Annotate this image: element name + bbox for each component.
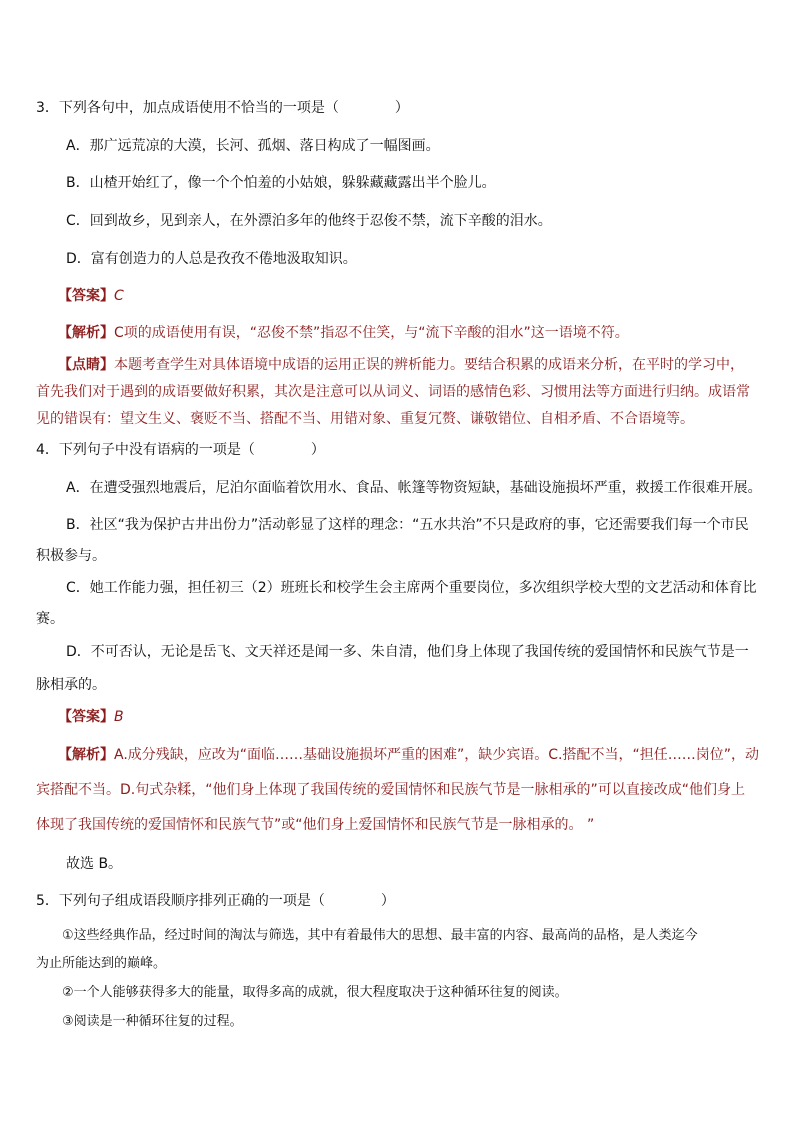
q4-analysis-text-1: A.成分残缺，应改为“面临……基础设施损坏严重的困难”，缺少宾语。C.搭配不当，“担任……岗位”，动 — [114, 747, 760, 763]
q4-option-a: A．在遭受强烈地震后，尼泊尔面临着饮用水、食品、帐篷等物资短缺，基础设施损坏严重，救援工作很难开展。 — [66, 480, 762, 496]
q4-option-c-line-1: C．她工作能力强，担任初三（2）班班长和校学生会主席两个重要岗位，多次组织学校大型的文艺活动和体育比 — [66, 580, 757, 596]
q3-comment-line-2: 首先我们对于遇到的成语要做好积累，其次是注意可以从词义、词语的感情色彩、习惯用法等方面进行归纳。成语常 — [36, 384, 750, 400]
q3-answer-value: C — [114, 288, 124, 304]
q3-stem: 3．下列各句中，加点成语使用不恰当的一项是（ ） — [36, 100, 409, 116]
q3-comment-line-1 — [58, 355, 744, 375]
q3-comment-text-1: 本题考查学生对具体语境中成语的运用正误的辨析能力。要结合积累的成语来分析，在平时的学习中， — [114, 357, 744, 373]
q4-answer-label: 【答案】 — [58, 709, 114, 725]
q3-option-b: B．山楂开始红了，像一个个怕羞的小姑娘，躲躲藏藏露出半个脸儿。 — [66, 175, 496, 191]
q4-option-c-line-2: 赛。 — [36, 611, 64, 627]
q3-option-a: A．那广远荒凉的大漠，长河、孤烟、落日构成了一幅图画。 — [66, 138, 440, 154]
q3-answer — [58, 286, 124, 306]
q4-option-d-line-2: 脉相承的。 — [36, 677, 106, 693]
q3-option-c: C．回到故乡，见到亲人，在外漂泊多年的他终于忍俊不禁，流下辛酸的泪水。 — [66, 213, 552, 229]
q3-answer-label: 【答案】 — [58, 288, 114, 304]
q4-answer-value: B — [114, 709, 124, 725]
q4-analysis-label: 【解析】 — [58, 747, 114, 763]
q5-stem: 5．下列句子组成语段顺序排列正确的一项是（ ） — [36, 893, 395, 909]
q4-option-b-line-1: B．社区“我为保护古井出份力”活动彰显了这样的理念：“五水共治”不只是政府的事，它还需要我们每一个市民 — [66, 517, 749, 533]
q4-option-d-line-1: D．不可否认，无论是岳飞、文天祥还是闻一多、朱自清，他们身上体现了我国传统的爱国情怀和民族气节是一 — [66, 644, 749, 660]
q3-analysis — [58, 323, 629, 343]
q4-stem: 4．下列句子中没有语病的一项是（ ） — [36, 442, 325, 458]
q3-analysis-label: 【解析】 — [58, 325, 114, 341]
q4-analysis-line-2: 宾搭配不当。D.句式杂糅，“他们身上体现了我国传统的爱国情怀和民族气节是一脉相承的”可以直接改成“他们身上 — [36, 782, 745, 798]
q5-item-1-line-1: ①这些经典作品，经过时间的淘汰与筛选，其中有着最伟大的思想、最丰富的内容、最高尚的品格，是人类迄今 — [62, 928, 698, 943]
q3-comment-line-3: 见的错误有：望文生义、褒贬不当、搭配不当、用错对象、重复冗赘、谦敬错位、自相矛盾、不合语境等。 — [36, 411, 694, 427]
q5-item-2: ②一个人能够获得多大的能量，取得多高的成就，很大程度取决于这种循环往复的阅读。 — [62, 985, 568, 1000]
q4-option-b-line-2: 积极参与。 — [36, 548, 106, 564]
q4-analysis-line-1 — [58, 745, 759, 765]
q4-conclusion: 故选 B。 — [66, 856, 123, 872]
q4-analysis-line-3: 体现了我国传统的爱国情怀和民族气节”或“他们身上爱国情怀和民族气节是一脉相承的。 ” — [36, 817, 595, 833]
q3-comment-label: 【点睛】 — [58, 357, 114, 373]
q5-item-3: ③阅读是一种循环往复的过程。 — [62, 1014, 243, 1029]
q5-item-1-line-2: 为止所能达到的巅峰。 — [36, 956, 167, 971]
q3-option-d: D．富有创造力的人总是孜孜不倦地汲取知识。 — [66, 251, 357, 267]
q3-analysis-text: C项的成语使用有误，“忍俊不禁”指忍不住笑，与“流下辛酸的泪水”这一语境不符。 — [114, 325, 629, 341]
q4-answer — [58, 707, 124, 727]
